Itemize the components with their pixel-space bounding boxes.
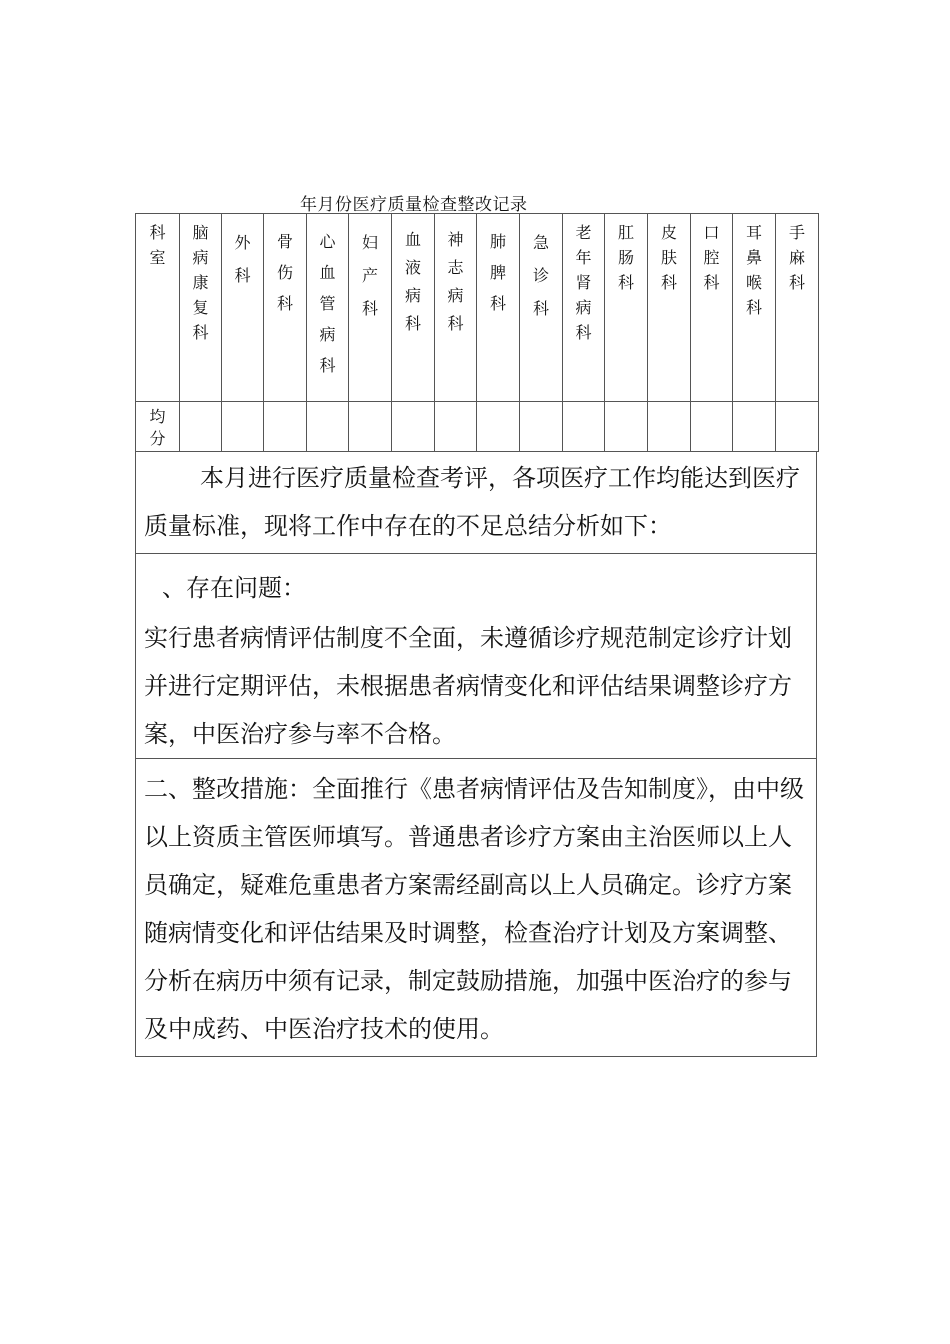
issues-paragraph: 实行患者病情评估制度不全面，未遵循诊疗规范制定诊疗计划并进行定期评估，未根据患者病情变化和评估结果调整诊疗方案，中医治疗参与率不合格。	[144, 624, 792, 748]
intro-row	[136, 452, 817, 554]
dept-header-cell: 手麻科	[776, 214, 819, 402]
score-cell[interactable]	[180, 402, 222, 452]
score-cell[interactable]	[733, 402, 776, 452]
score-cell[interactable]	[349, 402, 392, 452]
score-cell[interactable]	[392, 402, 435, 452]
score-table	[135, 213, 819, 452]
score-cell[interactable]	[776, 402, 819, 452]
score-cell[interactable]	[563, 402, 605, 452]
dept-header-cell: 肺脾科	[477, 214, 520, 402]
score-row-label: 均分	[136, 402, 180, 452]
dept-header-cell: 心血管病科	[307, 214, 349, 402]
score-row	[136, 402, 819, 452]
score-cell[interactable]	[222, 402, 264, 452]
dept-header-cell: 外科	[222, 214, 264, 402]
issues-heading: 、存在问题：	[162, 574, 306, 602]
issues-row	[136, 554, 817, 759]
measures-row	[136, 759, 817, 1057]
score-cell[interactable]	[307, 402, 349, 452]
dept-header-cell: 急诊科	[520, 214, 563, 402]
dept-header-cell: 皮肤科	[648, 214, 691, 402]
issues-cell	[136, 554, 817, 759]
score-cell[interactable]	[435, 402, 477, 452]
dept-header-cell: 老年肾病科	[563, 214, 605, 402]
score-cell[interactable]	[691, 402, 733, 452]
score-cell[interactable]	[477, 402, 520, 452]
dept-header-cell: 脑病康复科	[180, 214, 222, 402]
dept-header-cell: 耳鼻喉科	[733, 214, 776, 402]
findings-table	[135, 451, 817, 1057]
intro-paragraph: 本月进行医疗质量检查考评，各项医疗工作均能达到医疗质量标准，现将工作中存在的不足总结分析如下：	[144, 464, 800, 540]
dept-header-cell: 神志病科	[435, 214, 477, 402]
dept-row-label: 科室	[136, 214, 180, 402]
measures-cell	[136, 759, 817, 1057]
score-cell[interactable]	[605, 402, 648, 452]
score-cell[interactable]	[264, 402, 307, 452]
dept-header-cell: 骨伤科	[264, 214, 307, 402]
score-cell[interactable]	[520, 402, 563, 452]
dept-header-cell: 口腔科	[691, 214, 733, 402]
department-header-row	[136, 214, 819, 402]
intro-cell	[136, 452, 817, 554]
dept-header-cell: 血液病科	[392, 214, 435, 402]
dept-header-cell: 肛肠科	[605, 214, 648, 402]
dept-header-cell: 妇产科	[349, 214, 392, 402]
measures-paragraph: 二、整改措施：全面推行《患者病情评估及告知制度》，由中级以上资质主管医师填写。普通患者诊疗方案由主治医师以上人员确定，疑难危重患者方案需经副高以上人员确定。诊疗方案随病情变化和评估结果及时调整，检查治疗计划及方案调整、分析在病历中须有记录，制定鼓励措施，加强中医治疗的参与及中成药、中医治疗技术的使用。	[144, 775, 804, 1043]
document-title: 年月份医疗质量检查整改记录	[300, 195, 528, 215]
score-cell[interactable]	[648, 402, 691, 452]
